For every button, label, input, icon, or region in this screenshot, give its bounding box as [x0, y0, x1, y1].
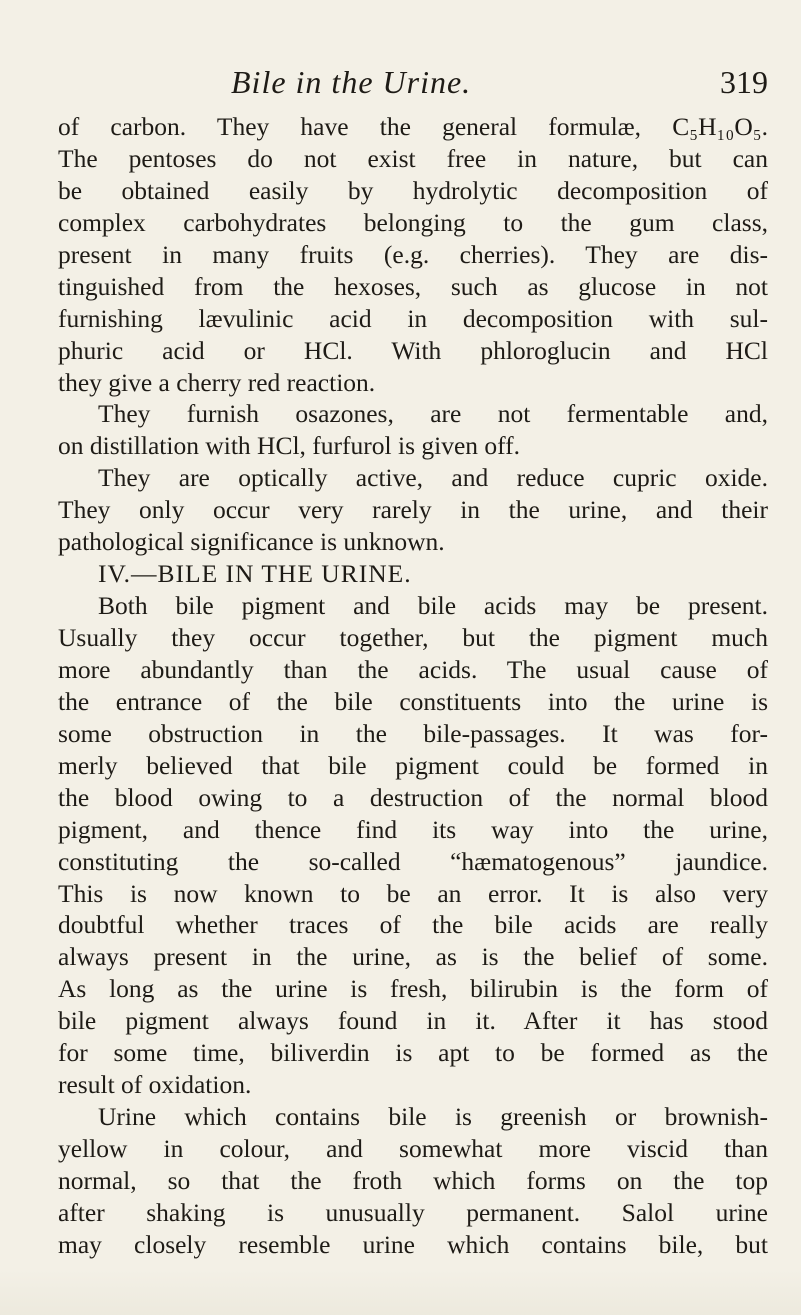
text-line: pathological significance is unknown.	[58, 527, 445, 557]
text-line: They only occur very rarely in the urine, and their	[58, 495, 768, 525]
text-line: present in many fruits (e.g. cherries). They are dis-	[58, 239, 768, 269]
running-header	[58, 62, 768, 102]
text-line: bile pigment always found in it. After it has stood	[58, 1006, 768, 1036]
text-line: on distillation with HCl, furfurol is given off.	[58, 431, 521, 461]
text-line: Usually they occur together, but the pigment much	[58, 623, 768, 652]
text-line: they give a cherry red reaction.	[58, 367, 376, 397]
text-line: constituting the so-called “hæmatogenous” jaundice.	[58, 846, 768, 876]
text-line: the entrance of the bile constituents into the urine is	[58, 686, 768, 716]
text-line: furnishing lævulinic acid in decomposition with sul-	[58, 303, 768, 333]
text-line: normal, so that the froth which forms on the top	[58, 1165, 768, 1195]
text-line: yellow in colour, and somewhat more viscid than	[58, 1134, 768, 1163]
text-line: may closely resemble urine which contains bile, but	[58, 1229, 768, 1259]
section-heading: IV.—BILE IN THE URINE.	[98, 559, 412, 589]
text-line: for some time, biliverdin is apt to be formed as the	[58, 1038, 768, 1068]
page-bottom-shadow	[0, 1269, 801, 1315]
text-line: the blood owing to a destruction of the normal blood	[58, 782, 768, 812]
text-line: Urine which contains bile is greenish or brownish-	[98, 1102, 768, 1132]
text-line: some obstruction in the bile-passages. It was for-	[58, 718, 768, 748]
text-line: This is now known to be an error. It is also very	[58, 878, 768, 908]
text-line: of carbon. They have the general formulæ, C₅H₁₀O₅.	[58, 112, 768, 141]
text-line: be obtained easily by hydrolytic decomposition of	[58, 175, 768, 205]
text-line: They are optically active, and reduce cupric oxide.	[98, 463, 768, 493]
page-number: 319	[720, 64, 768, 100]
body-text	[58, 111, 768, 1261]
text-line: The pentoses do not exist free in nature, but can	[58, 143, 768, 173]
text-line: phuric acid or HCl. With phloroglucin and HCl	[58, 335, 768, 365]
running-title: Bile in the Urine.	[231, 64, 472, 100]
text-line: Both bile pigment and bile acids may be present.	[98, 591, 768, 621]
text-line: pigment, and thence find its way into the urine,	[58, 814, 768, 844]
text-line: As long as the urine is fresh, bilirubin is the form of	[58, 974, 768, 1004]
text-line: result of oxidation.	[58, 1070, 252, 1100]
text-line: more abundantly than the acids. The usual cause of	[58, 654, 768, 684]
text-line: always present in the urine, as is the belief of some.	[58, 942, 768, 972]
text-line: complex carbohydrates belonging to the gum class,	[58, 207, 768, 237]
text-line: doubtful whether traces of the bile acids are really	[58, 910, 768, 940]
text-line: tinguished from the hexoses, such as glucose in not	[58, 271, 768, 301]
text-line: after shaking is unusually permanent. Salol urine	[58, 1197, 768, 1227]
text-line: They furnish osazones, are not fermentable and,	[98, 399, 768, 429]
text-line: merly believed that bile pigment could be formed in	[58, 750, 768, 780]
